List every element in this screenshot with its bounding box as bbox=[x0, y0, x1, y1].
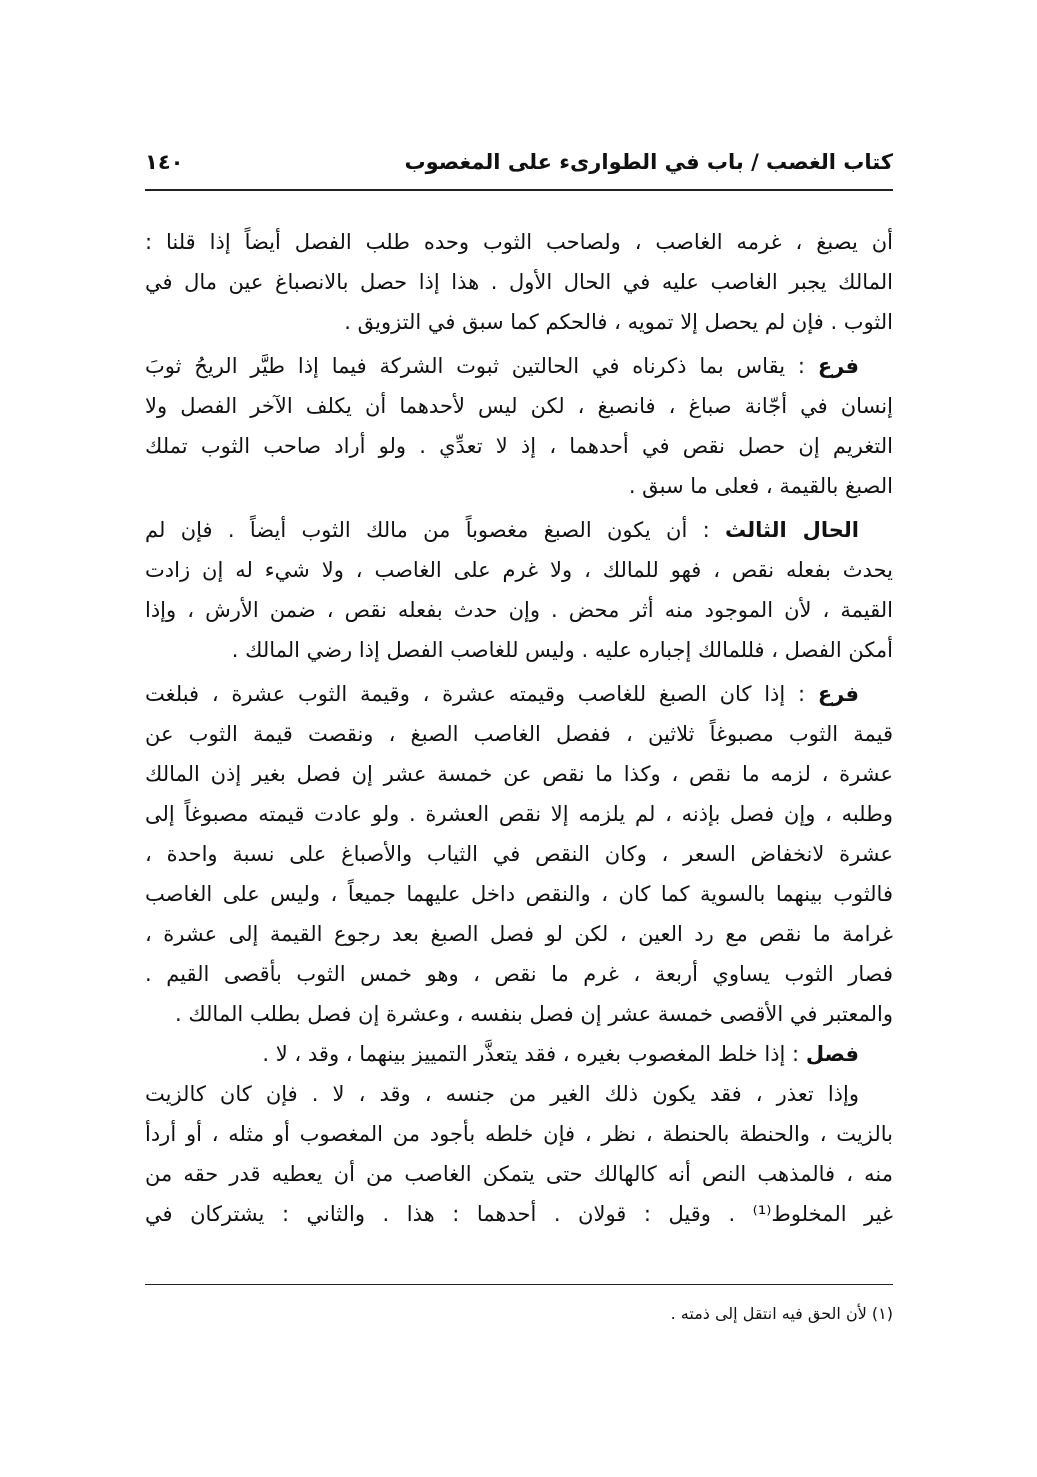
text-line bbox=[145, 1154, 893, 1194]
text-line bbox=[145, 510, 893, 550]
lead-heading: الحال الثالث bbox=[725, 518, 859, 542]
line-text: : يقاس بما ذكرناه في الحالتين ثبوت الشركة فيما إذا طيَّر الريحُ ثوبَ bbox=[145, 354, 818, 378]
paragraph bbox=[145, 510, 893, 670]
line-text: الثوب . فإن لم يحصل إلا تمويه ، فالحكم كما سبق في التزويق . bbox=[344, 310, 893, 334]
line-text: يحدث بفعله نقص ، فهو للمالك ، ولا غرم على الغاصب ، ولا شيء له إن زادت bbox=[145, 558, 893, 582]
line-text: : إذا خلط المغصوب بغيره ، فقد يتعذَّر التمييز بينهما ، وقد ، لا . bbox=[262, 1042, 806, 1066]
text-line bbox=[145, 1194, 893, 1234]
paragraph bbox=[145, 346, 893, 506]
line-text: أمكن الفصل ، فللمالك إجباره عليه . وليس للغاصب الفصل إذا رضي المالك . bbox=[231, 638, 893, 662]
line-text: : إذا كان الصبغ للغاصب وقيمته عشرة ، وقيمة الثوب عشرة ، فبلغت bbox=[145, 682, 818, 706]
line-text: القيمة ، لأن الموجود منه أثر محض . وإن حدث بفعله نقص ، ضمن الأرش ، وإذا bbox=[145, 598, 893, 622]
line-text: وإذا تعذر ، فقد يكون ذلك الغير من جنسه ، وقد ، لا . فإن كان كالزيت bbox=[145, 1082, 859, 1106]
text-line bbox=[145, 262, 893, 302]
line-text: المالك يجبر الغاصب عليه في الحال الأول . هذا إذا حصل بالانصباغ عين مال في bbox=[145, 270, 893, 294]
text-line bbox=[145, 550, 893, 590]
text-line bbox=[145, 426, 893, 466]
text-line bbox=[145, 914, 893, 954]
line-text: الصبغ بالقيمة ، فعلى ما سبق . bbox=[628, 474, 893, 498]
line-text: أن يصبغ ، غرمه الغاصب ، ولصاحب الثوب وحده طلب الفصل أيضاً إذا قلنا : bbox=[145, 230, 893, 254]
running-header bbox=[145, 150, 893, 184]
line-text: منه ، فالمذهب النص أنه كالهالك حتى يتمكن الغاصب من أن يعطيه قدر حقه من bbox=[145, 1162, 893, 1186]
paragraph bbox=[145, 1074, 893, 1234]
line-text: إنسان في أجّانة صباغ ، فانصبغ ، لكن ليس لأحدهما أن يكلف الآخر الفصل ولا bbox=[145, 394, 893, 418]
text-line bbox=[145, 590, 893, 630]
lead-heading: فرع bbox=[817, 354, 859, 378]
paragraph bbox=[145, 222, 893, 342]
text-line bbox=[145, 674, 893, 714]
line-text: والمعتبر في الأقصى خمسة عشر إن فصل بنفسه ، وعشرة إن فصل بطلب المالك . bbox=[174, 1002, 893, 1026]
line-text: وطلبه ، وإن فصل بإذنه ، لم يلزمه إلا نقص العشرة . ولو عادت قيمته مصبوغاً إلى bbox=[145, 802, 893, 826]
line-text: فالثوب بينهما بالسوية كما كان ، والنقص داخل عليهما جميعاً ، وليس على الغاصب bbox=[145, 882, 893, 906]
page-body bbox=[145, 222, 893, 1234]
text-line bbox=[145, 222, 893, 262]
footnote-rule bbox=[145, 1284, 893, 1285]
header-rule bbox=[145, 189, 893, 191]
footnote: (١) لأن الحق فيه انتقل إلى ذمته . bbox=[670, 1304, 893, 1323]
running-title: كتاب الغصب / باب في الطوارىء على المغصوب bbox=[404, 150, 893, 174]
text-line bbox=[145, 1114, 893, 1154]
page-number: ١٤٠ bbox=[145, 150, 184, 174]
text-line bbox=[145, 994, 893, 1034]
lead-heading: فصل bbox=[805, 1042, 859, 1066]
line-text: غرامة ما نقص مع رد العين ، لكن لو فصل الصبغ بعد رجوع القيمة إلى عشرة ، bbox=[145, 922, 893, 946]
text-line bbox=[145, 954, 893, 994]
text-line bbox=[145, 466, 893, 506]
line-text: فصار الثوب يساوي أربعة ، غرم ما نقص ، وهو خمس الثوب بأقصى القيم . bbox=[145, 962, 893, 986]
lead-heading: فرع bbox=[817, 682, 859, 706]
text-line bbox=[145, 346, 893, 386]
line-text: : أن يكون الصبغ مغصوباً من مالك الثوب أيضاً . فإن لم bbox=[145, 518, 726, 542]
text-line bbox=[145, 754, 893, 794]
line-text: غير المخلوط⁽¹⁾ . وقيل : قولان . أحدهما : هذا . والثاني : يشتركان في bbox=[145, 1202, 893, 1226]
line-text: بالزيت ، والحنطة بالحنطة ، نظر ، فإن خلطه بأجود من المغصوب أو مثله ، أو أردأ bbox=[145, 1122, 893, 1146]
text-line bbox=[145, 794, 893, 834]
text-line bbox=[145, 386, 893, 426]
line-text: قيمة الثوب مصبوغاً ثلاثين ، ففصل الغاصب الصبغ ، ونقصت قيمة الثوب عن bbox=[145, 722, 893, 746]
line-text: عشرة لانخفاض السعر ، وكان النقص في الثياب والأصباغ على نسبة واحدة ، bbox=[145, 842, 893, 866]
paragraph bbox=[145, 1034, 893, 1074]
text-line bbox=[145, 1074, 893, 1114]
text-line bbox=[145, 834, 893, 874]
line-text: عشرة ، لزمه ما نقص ، وكذا ما نقص عن خمسة عشر إن فصل بغير إذن المالك bbox=[145, 762, 893, 786]
line-text: التغريم إن حصل نقص في أحدهما ، إذ لا تعدِّي . ولو أراد صاحب الثوب تملك bbox=[145, 434, 893, 458]
text-line bbox=[145, 302, 893, 342]
text-line bbox=[145, 1034, 893, 1074]
text-line bbox=[145, 874, 893, 914]
paragraph bbox=[145, 674, 893, 1034]
text-line bbox=[145, 714, 893, 754]
text-line bbox=[145, 630, 893, 670]
